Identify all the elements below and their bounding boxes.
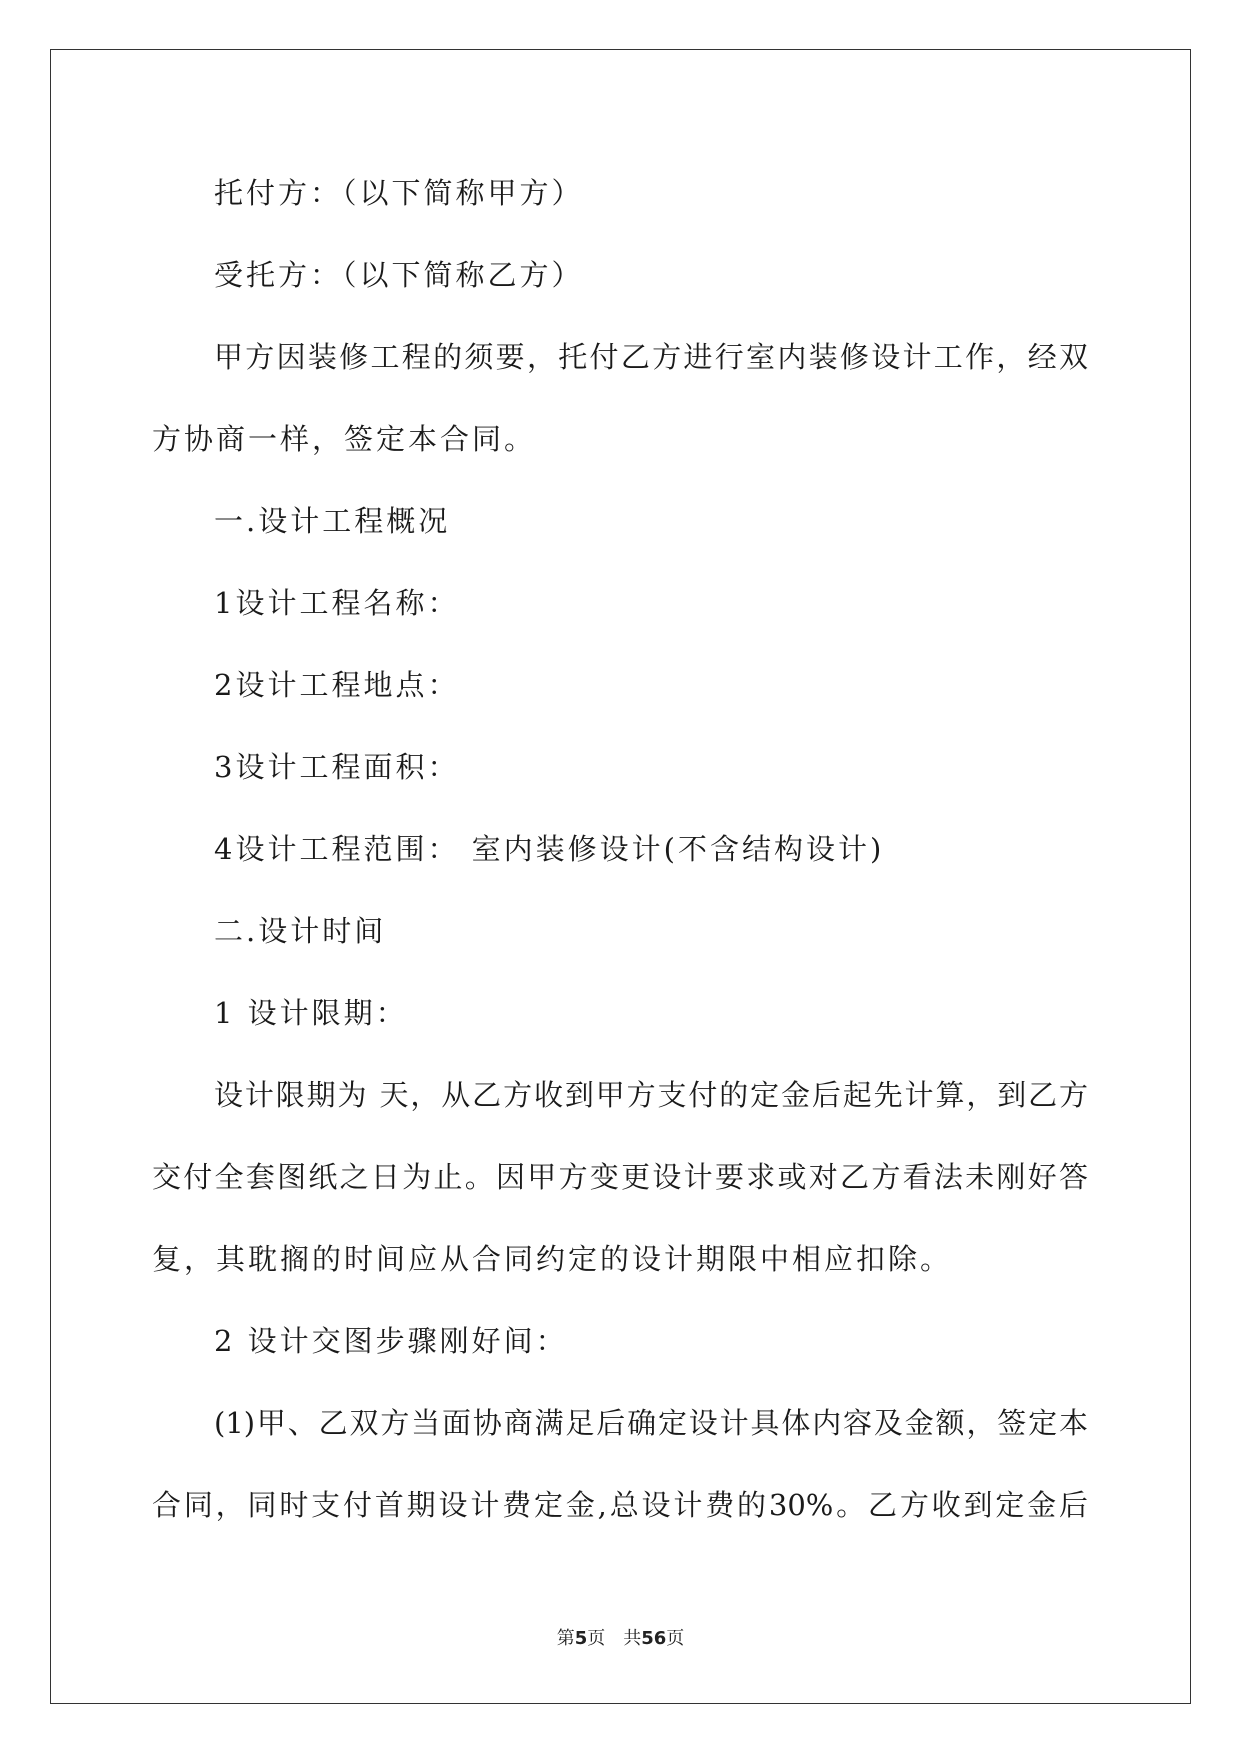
- total-pages: 56: [641, 1628, 667, 1649]
- page-number: 5: [574, 1628, 588, 1649]
- project-location-line: 2设计工程地点：: [214, 668, 460, 702]
- delivery-step-1-line-2: 合同，同时支付首期设计费定金,总设计费的30%。乙方收到定金后: [152, 1488, 1088, 1522]
- project-area-line: 3设计工程面积：: [214, 750, 460, 784]
- party-a-line: 托付方：（以下简称甲方）: [214, 176, 584, 210]
- design-period-paragraph-line-1: 设计限期为 天，从乙方收到甲方支付的定金后起先计算，到乙方: [214, 1078, 1088, 1112]
- intro-paragraph-line-1: 甲方因装修工程的须要，托付乙方进行室内装修设计工作，经双: [214, 340, 1088, 374]
- section-heading-1: 一.设计工程概况: [214, 504, 451, 538]
- page-footer: [0, 1628, 1241, 1650]
- project-scope-line: 4设计工程范围： 室内装修设计(不含结构设计): [214, 832, 885, 866]
- page-suffix: 页: [587, 1628, 606, 1649]
- total-suffix: 页: [666, 1628, 685, 1649]
- page-prefix: 第: [556, 1628, 575, 1649]
- design-period-heading: 1 设计限期：: [214, 996, 408, 1030]
- delivery-steps-heading: 2 设计交图步骤刚好间：: [214, 1324, 568, 1358]
- page-border: [50, 49, 1191, 1704]
- total-prefix: 共: [623, 1628, 642, 1649]
- party-b-line: 受托方：（以下简称乙方）: [214, 258, 584, 292]
- delivery-step-1-line-1: (1)甲、乙双方当面协商满足后确定设计具体内容及金额，签定本: [214, 1406, 1088, 1440]
- design-period-paragraph-line-2: 交付全套图纸之日为止。因甲方变更设计要求或对乙方看法未刚好答: [152, 1160, 1088, 1194]
- intro-paragraph-line-2: 方协商一样，签定本合同。: [152, 422, 537, 456]
- design-period-paragraph-line-3: 复，其耽搁的时间应从合同约定的设计期限中相应扣除。: [152, 1242, 953, 1276]
- project-name-line: 1设计工程名称：: [214, 586, 460, 620]
- section-heading-2: 二.设计时间: [214, 914, 387, 948]
